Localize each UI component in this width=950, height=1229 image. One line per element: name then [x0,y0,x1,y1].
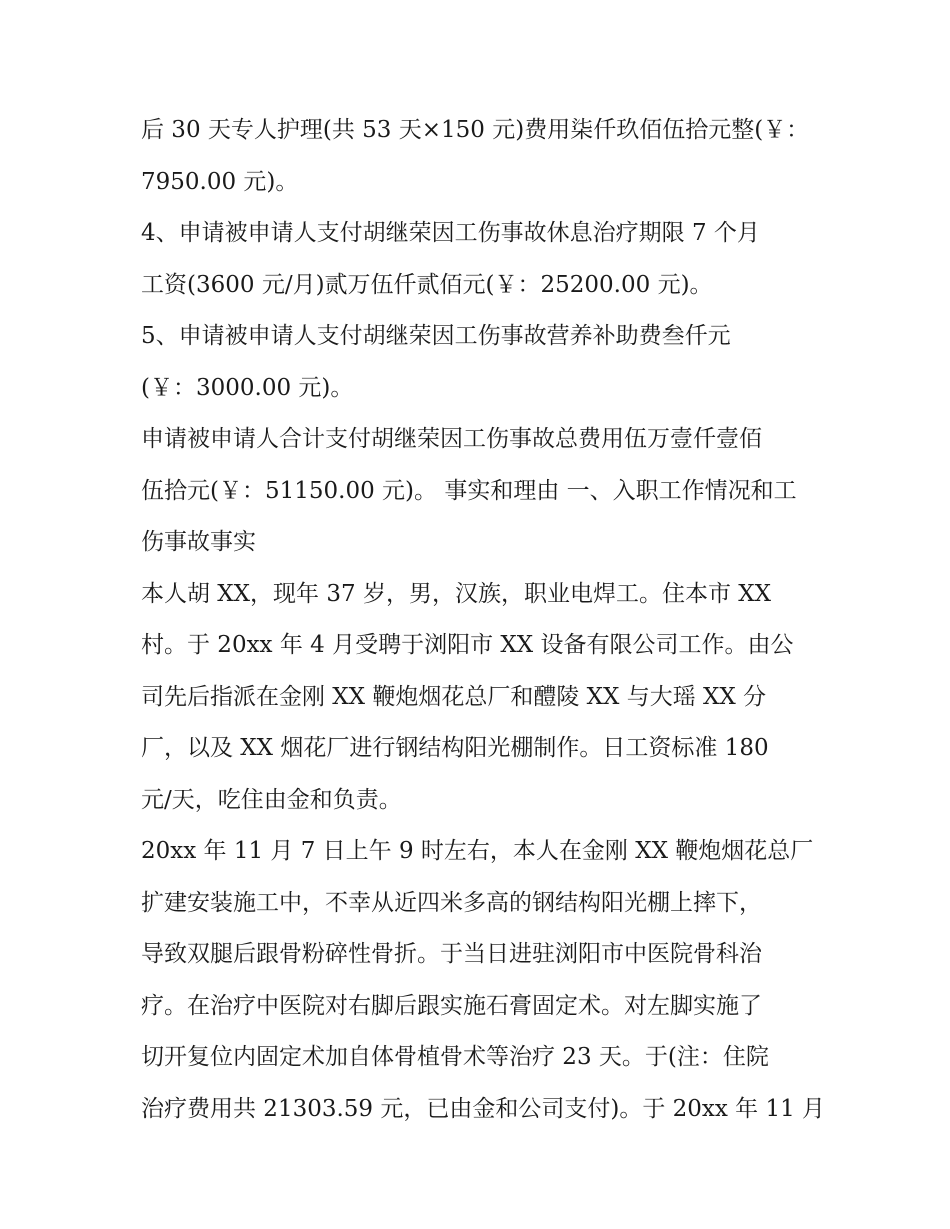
text-line: 元/天，吃住由金和负责。 [141,786,402,813]
text-line: 本人胡 XX，现年 37 岁，男，汉族，职业电焊工。住本市 XX [141,580,772,607]
text-line: 伍拾元(￥：51150.00 元)。 事实和理由 一、入职工作情况和工 [141,477,797,504]
text-line: (￥：3000.00 元)。 [141,374,354,401]
text-line: 村。于 20xx 年 4 月受聘于浏阳市 XX 设备有限公司工作。由公 [141,632,794,658]
text-line: 厂，以及 XX 烟花厂进行钢结构阳光棚制作。日工资标准 180 [141,735,769,761]
text-line: 疗。在治疗中医院对右脚后跟实施石膏固定术。对左脚实施了 [141,992,762,1019]
text-line: 工资(3600 元/月)贰万伍仟贰佰元(￥：25200.00 元)。 [141,271,713,298]
text-line: 切开复位内固定术加自体骨植骨术等治疗 23 天。于(注：住院 [141,1044,769,1070]
text-line: 后 30 天专人护理(共 53 天×150 元)费用柒仟玖佰伍拾元整(￥： [141,117,810,143]
text-line: 20xx 年 11 月 7 日上午 9 时左右，本人在金刚 XX 鞭炮烟花总厂 [141,838,814,864]
text-line: 5、申请被申请人支付胡继荣因工伤事故营养补助费叁仟元 [141,323,731,349]
text-line: 4、申请被申请人支付胡继荣因工伤事故休息治疗期限 7 个月 [141,220,760,246]
text-line: 治疗费用共 21303.59 元，已由金和公司支付)。于 20xx 年 11 月 [141,1095,826,1122]
text-line: 扩建安装施工中，不幸从近四米多高的钢结构阳光棚上摔下， [141,889,762,916]
document-body [141,105,826,1135]
text-line: 7950.00 元)。 [141,168,299,195]
text-line: 伤事故事实 [141,529,256,555]
text-line: 导致双腿后跟骨粉碎性骨折。于当日进驻浏阳市中医院骨科治 [141,941,762,967]
text-line: 司先后指派在金刚 XX 鞭炮烟花总厂和醴陵 XX 与大瑶 XX 分 [141,683,767,710]
text-line: 申请被申请人合计支付胡继荣因工伤事故总费用伍万壹仟壹佰 [141,426,762,452]
